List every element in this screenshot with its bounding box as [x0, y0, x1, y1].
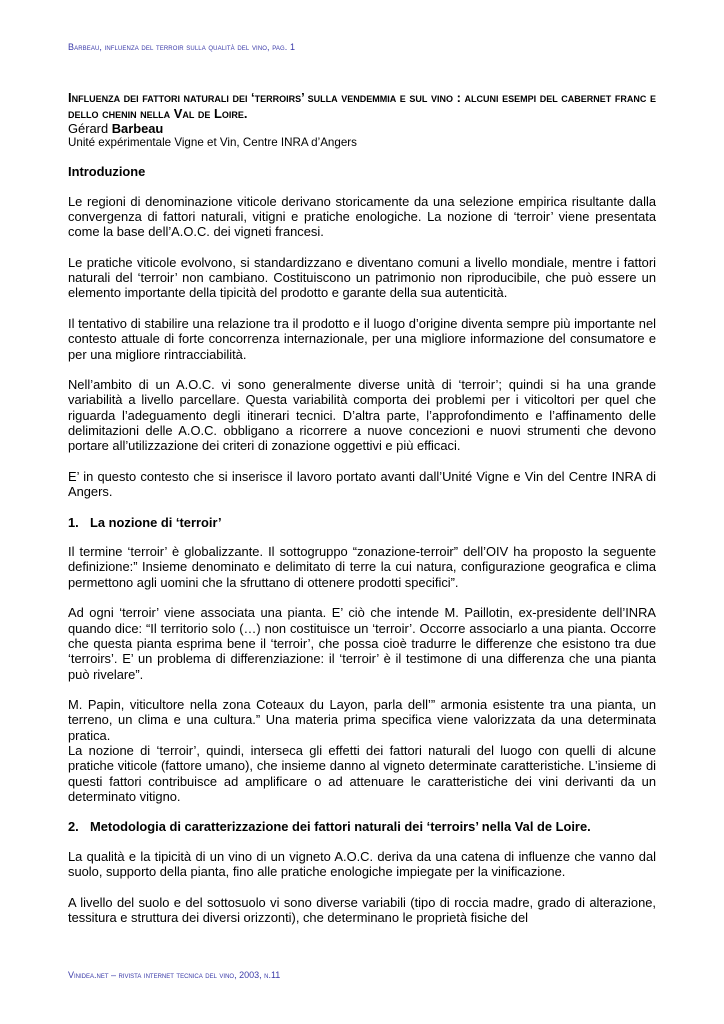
paragraph: Ad ogni ‘terroir’ viene associata una pianta. E’ ciò che intende M. Paillotin, ex-presidente dell’INRA quando dice: “Il territorio solo (…) non costituisce un ‘terroir’. Occorre associarlo a una pianta. Occorre che questa pianta esprima bene il ‘terroir’, che possa cioè tradurre le differenze che esistono tra due ‘terroirs’. E’ un problema di differenziazione: il ‘terroir’ è il testimone di una differenza che una pianta può rivelare”. [68, 605, 656, 682]
paragraph: La qualità e la tipicità di un vino di un vigneto A.O.C. deriva da una catena di influenze che vanno dal suolo, supporto della pianta, fino alle pratiche enologiche impiegate per la vinificazione. [68, 848, 656, 880]
running-header: Barbeau, influenza del terroir sulla qualità del vino, pag. 1 [68, 42, 296, 52]
paragraph: Le regioni di denominazione viticole derivano storicamente da una selezione empirica risultante dalla convergenza di fattori naturali, vitigni e pratiche enologiche. La nozione di ‘terroir’ viene presentata come la base dell’A.O.C. dei vigneti francesi. [68, 193, 656, 240]
paragraph: Il tentativo di stabilire una relazione tra il prodotto e il luogo d’origine diventa sempre più importante nel contesto attuale di forte concorrenza internazionale, per una migliore informazione del consumatore e per una migliore rintracciabilità. [68, 315, 656, 362]
author [68, 121, 656, 136]
paragraph: Nell’ambito di un A.O.C. vi sono generalmente diverse unità di ‘terroir’; quindi si ha una grande variabilità a livello parcellare. Questa variabilità comporta dei problemi per i viticoltori per quel che riguarda l’adeguamento degli itinerari tecnici. D’altra parte, l’approfondimento e l’affinamento delle delimitazioni delle A.O.C. obbligano a ricorrere a nuove concezioni e nuovi strumenti che devono portare all’utilizzazione dei criteri di zonazione oggettivi e più efficaci. [68, 377, 656, 454]
paragraph: Il termine ‘terroir’ è globalizzante. Il sottogruppo “zonazione-terroir” dell’OIV ha proposto la seguente definizione:” Insieme denominato e delimitato di terre la cui natura, configurazione geografica e clima permettono agli uomini che la sfruttano di ottenere prodotti specifici”. [68, 544, 656, 590]
section-title: Metodologia di caratterizzazione dei fattori naturali dei ‘terroirs’ nella Val de Loire. [90, 819, 591, 835]
affiliation: Unité expérimentale Vigne et Vin, Centre INRA d’Angers [68, 136, 357, 150]
section-heading-2 [68, 819, 656, 834]
section-number: 2. [68, 819, 79, 835]
section-heading-intro: Introduzione [68, 164, 146, 180]
paragraph: M. Papin, viticultore nella zona Coteaux du Layon, parla dell’” armonia esistente tra una pianta, un terreno, un clima e una cultura.” Una materia prima specifica viene valorizzata da una determinata pratica. [68, 697, 656, 743]
author-first-name: Gérard [68, 121, 109, 136]
paragraph: E’ in questo contesto che si inserisce il lavoro portato avanti dall’Unité Vigne e Vin del Centre INRA di Angers. [68, 468, 656, 500]
paragraph: A livello del suolo e del sottosuolo vi sono diverse variabili (tipo di roccia madre, grado di alterazione, tessitura e struttura dei diversi orizzonti), che determinano le proprietà fisiche del [68, 894, 656, 925]
paragraph: La nozione di ‘terroir’, quindi, interseca gli effetti dei fattori naturali del luogo con quelli di alcune pratiche viticole (fattore umano), che insieme danno al vigneto determinate caratteristiche. L’insieme di questi fattori contribuisce ad amplificare o ad attenuare le caratteristiche dei vini derivanti da un determinato vitigno. [68, 742, 656, 804]
paragraph: Le pratiche viticole evolvono, si standardizzano e diventano comuni a livello mondiale, mentre i fattori naturali del ‘terroir’ non cambiano. Costituiscono un patrimonio non riproducibile, che può essere un elemento importante della tipicità del prodotto e garante della sua autenticità. [68, 254, 656, 301]
section-number: 1. [68, 514, 79, 530]
section-title: La nozione di ‘terroir’ [90, 514, 222, 530]
running-footer: Vinidea.net – rivista internet tecnica del vino, 2003, n.11 [68, 970, 281, 980]
author-last-name: Barbeau [111, 121, 164, 136]
section-heading-1 [68, 515, 656, 530]
document-title: Influenza dei fattori naturali dei ‘terroirs’ sulla vendemmia e sul vino : alcuni esempi del cabernet franc e dello chenin nella Val de Loire. [68, 90, 656, 121]
document-body [68, 90, 656, 941]
